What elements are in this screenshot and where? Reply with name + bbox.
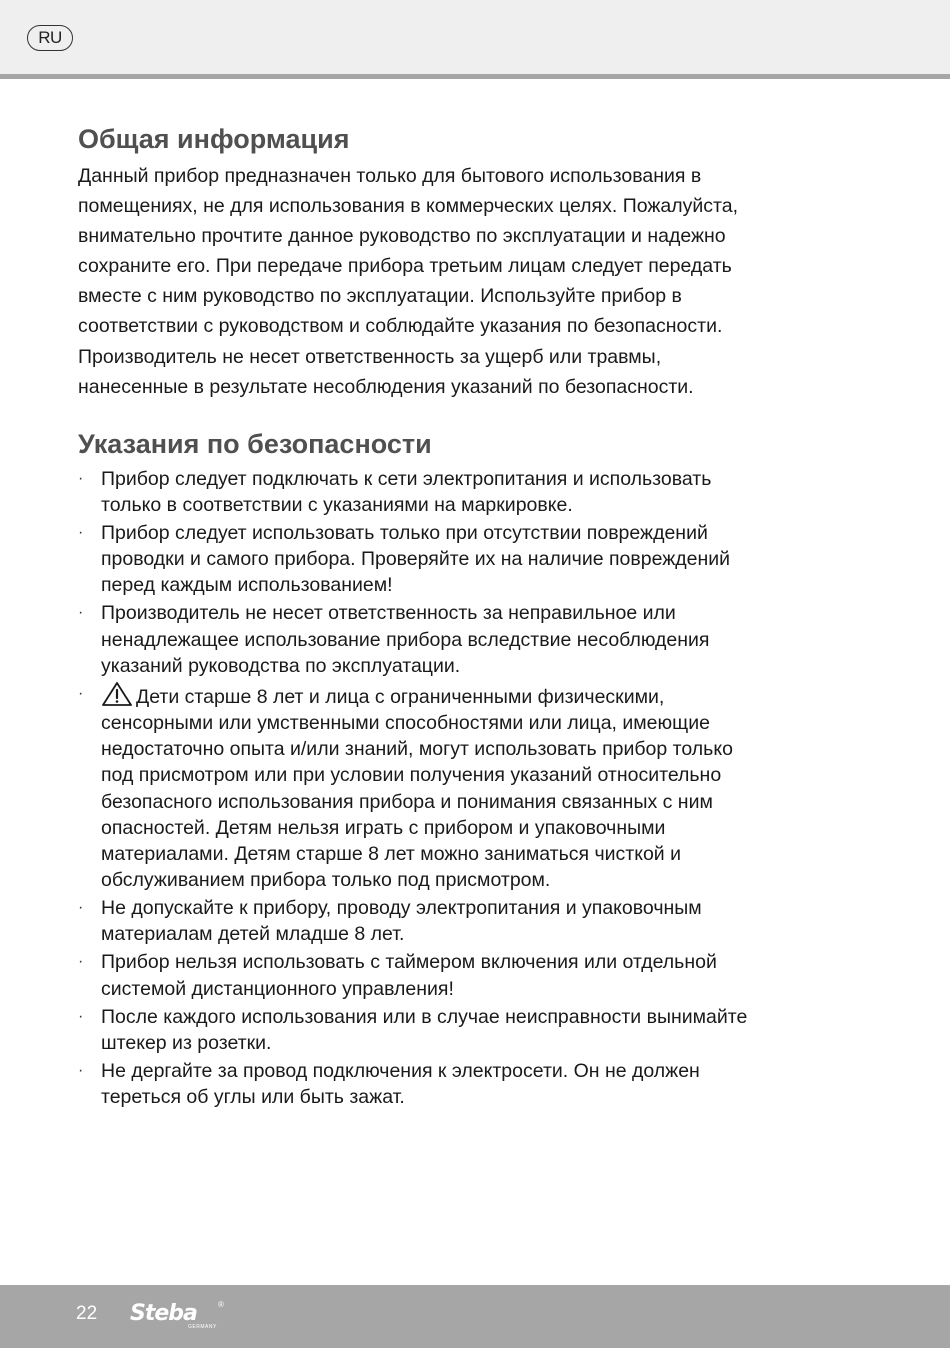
paragraph-line: вместе с ним руководство по эксплуатации. Используйте прибор в xyxy=(78,285,682,308)
list-item-line: материалами. Детям старше 8 лет можно заниматься чисткой и xyxy=(101,842,682,865)
safety-list xyxy=(78,466,878,1110)
list-item-line: системой дистанционного управления! xyxy=(101,977,454,1000)
paragraph-line: сохраните его. При передаче прибора третьим лицам следует передать xyxy=(78,255,732,278)
list-item-line: Прибор нельзя использовать с таймером включения или отдельной xyxy=(101,951,717,974)
paragraph-line: помещениях, не для использования в коммерческих целях. Пожалуйста, xyxy=(78,195,738,218)
paragraph-line: Данный прибор предназначен только для бытового использования в xyxy=(78,165,702,187)
logo-sub: GERMANY xyxy=(188,1324,217,1330)
list-item-line: проводки и самого прибора. Проверяйте их на наличие повреждений xyxy=(101,548,731,571)
bullet-mark: · xyxy=(78,1061,84,1079)
safety-list-item xyxy=(78,1058,878,1110)
bullet-mark: · xyxy=(78,469,84,487)
language-badge: RU xyxy=(27,25,73,51)
paragraph-line: Производитель не несет ответственность за ущерб или травмы, xyxy=(78,345,662,368)
logo-brand: Steba xyxy=(130,1301,197,1326)
list-item-line: Не допускайте к прибору, проводу электропитания и упаковочным xyxy=(101,897,702,920)
list-item-line: сенсорными или умственными способностями или лица, имеющие xyxy=(101,711,710,734)
list-item-line: опасностей. Детям нельзя играть с прибором и упаковочными xyxy=(101,816,666,839)
bullet-mark: · xyxy=(78,1007,84,1025)
list-item-line: обслуживанием прибора только под присмотром. xyxy=(101,869,551,892)
safety-list-item xyxy=(78,600,878,679)
bullet-mark: · xyxy=(78,684,84,702)
list-item-line: перед каждым использованием! xyxy=(101,574,393,597)
bullet-mark: · xyxy=(78,604,84,622)
list-item-line: Производитель не несет ответственность за неправильное или xyxy=(101,602,676,625)
page-content xyxy=(78,121,878,1112)
safety-list-item xyxy=(78,681,878,894)
list-item-line: указаний руководства по эксплуатации. xyxy=(101,654,461,677)
safety-list-item xyxy=(78,895,878,947)
list-item-line: Не дергайте за провод подключения к электросети. Он не должен xyxy=(101,1059,700,1082)
section-title-safety: Указания по безопасности xyxy=(78,428,432,459)
warning-triangle-icon xyxy=(101,681,133,707)
section-title-general-info: Общая информация xyxy=(78,124,350,154)
list-item-line xyxy=(101,681,878,710)
page-number: 22 xyxy=(76,1303,98,1324)
paragraph-line: нанесенные в результате несоблюдения указаний по безопасности. xyxy=(78,375,694,398)
list-item-line: Прибор следует использовать только при отсутствии повреждений xyxy=(101,521,708,544)
list-item-line-text: Дети старше 8 лет и лица с ограниченными физическими, xyxy=(136,685,665,708)
list-item-line: безопасного использования прибора и понимания связанных с ним xyxy=(101,790,713,813)
general-info-paragraph xyxy=(78,161,878,402)
bullet-mark: · xyxy=(78,523,84,541)
list-item-line: ненадлежащее использование прибора вследствие несоблюдения xyxy=(101,628,710,651)
list-item-line: После каждого использования или в случае неисправности вынимайте xyxy=(101,1005,748,1028)
footer-band xyxy=(0,1285,950,1348)
steba-logo xyxy=(130,1301,225,1331)
list-item-line: материалам детей младше 8 лет. xyxy=(101,923,405,946)
list-item-line: недостаточно опыта и/или знаний, могут использовать прибор только xyxy=(101,738,733,761)
safety-list-item xyxy=(78,1004,878,1056)
safety-list-item xyxy=(78,520,878,599)
logo-registered-mark: ® xyxy=(218,1300,224,1309)
paragraph-line: соответствии с руководством и соблюдайте указания по безопасности. xyxy=(78,315,723,338)
list-item-line: тереться об углы или быть зажат. xyxy=(101,1086,405,1108)
list-item-line: только в соответствии с указаниями на маркировке. xyxy=(101,493,573,516)
header-band xyxy=(0,0,950,79)
bullet-mark: · xyxy=(78,953,84,971)
bullet-mark: · xyxy=(78,899,84,917)
list-item-line: штекер из розетки. xyxy=(101,1031,272,1054)
safety-list-item xyxy=(78,949,878,1001)
safety-list-item xyxy=(78,466,878,518)
list-item-line: под присмотром или при условии получения указаний относительно xyxy=(101,764,722,787)
paragraph-line: внимательно прочтите данное руководство по эксплуатации и надежно xyxy=(78,225,726,248)
list-item-line: Прибор следует подключать к сети электропитания и использовать xyxy=(101,467,712,490)
